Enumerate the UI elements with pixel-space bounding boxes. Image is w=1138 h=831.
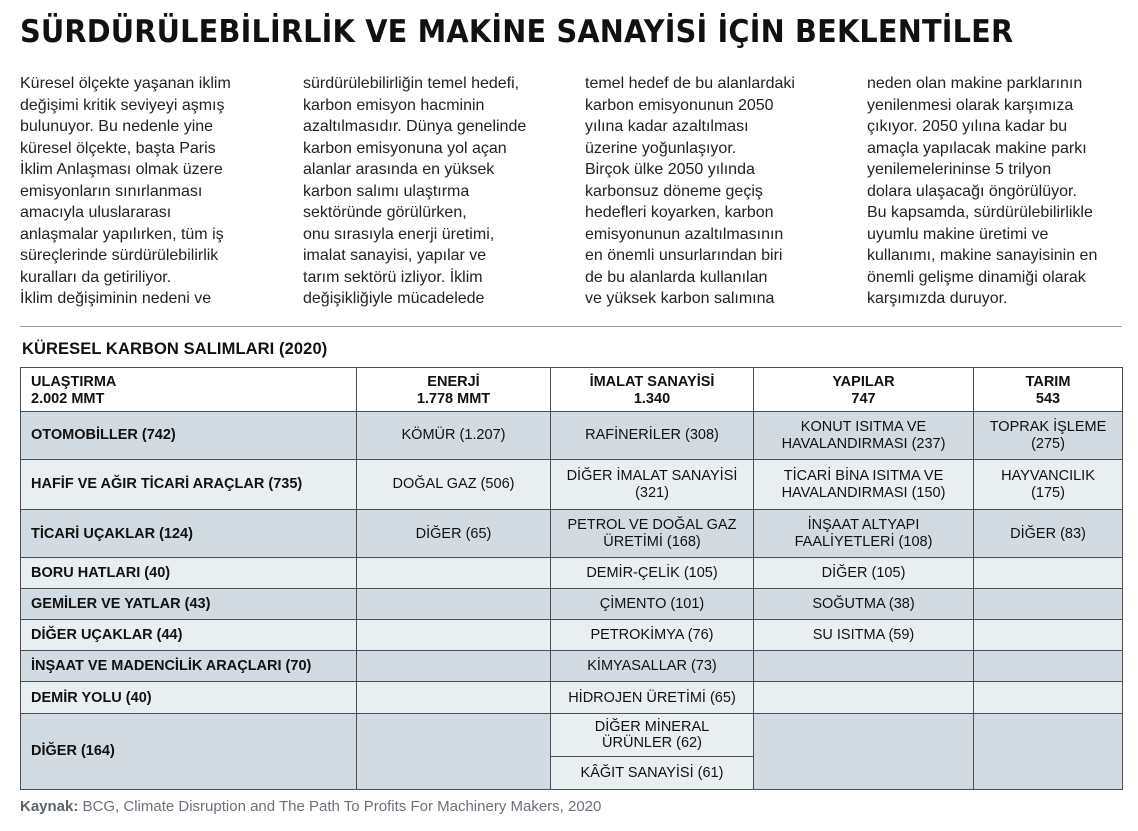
article-line: karbon emisyonunun 2050 xyxy=(585,96,774,114)
cell-agriculture: TOPRAK İŞLEME (275) xyxy=(974,412,1123,460)
emissions-table xyxy=(20,367,1123,790)
cell-agriculture xyxy=(974,682,1123,714)
table-row xyxy=(21,619,1123,650)
article-line: üzerine yoğunlaşıyor. xyxy=(585,139,737,157)
article-line: kullanımı, makine sanayisinin en xyxy=(867,247,1098,264)
header-energy xyxy=(357,368,551,412)
article-line: hedefleri koyarken, karbon xyxy=(585,204,774,221)
article-line: Birçok ülke 2050 yılında xyxy=(585,161,755,178)
table-row xyxy=(21,682,1123,714)
cell-agriculture: HAYVANCILIK (175) xyxy=(974,460,1123,510)
article-line: yılına kadar azaltılması xyxy=(585,118,749,135)
cell-energy xyxy=(357,714,551,790)
article-line: neden olan makine parklarının xyxy=(867,75,1083,92)
cell-transport: DEMİR YOLU (40) xyxy=(21,682,357,714)
header-value: 1.778 MMT xyxy=(416,390,491,407)
article-line: imalat sanayisi, yapılar ve xyxy=(303,247,487,264)
cell-transport: DİĞER (164) xyxy=(21,714,357,790)
table-header-row xyxy=(21,368,1123,412)
article-line: küresel ölçekte, başta Paris xyxy=(20,139,216,157)
article-line: sürdürülebilirliğin temel hedefi, xyxy=(303,75,520,92)
cell-energy: DOĞAL GAZ (506) xyxy=(357,460,551,510)
cell-agriculture xyxy=(974,619,1123,650)
cell-manufacturing: DEMİR-ÇELİK (105) xyxy=(551,558,754,589)
cell-manufacturing: PETROKİMYA (76) xyxy=(551,619,754,650)
cell-manufacturing: RAFİNERİLER (308) xyxy=(551,412,754,460)
cell-manufacturing: HİDROJEN ÜRETİMİ (65) xyxy=(551,682,754,714)
source-text: BCG, Climate Disruption and The Path To Profits For Machinery Makers, 2020 xyxy=(82,798,602,815)
cell-buildings xyxy=(754,682,974,714)
cell-transport: HAFİF VE AĞIR TİCARİ ARAÇLAR (735) xyxy=(21,460,357,510)
cell-buildings: TİCARİ BİNA ISITMA VE HAVALANDIRMASI (150) xyxy=(754,460,974,510)
section-divider xyxy=(20,326,1122,327)
article-line: Küresel ölçekte yaşanan iklim xyxy=(20,75,231,92)
article-line: azaltılmasıdır. Dünya genelinde xyxy=(303,118,527,135)
article-column-2 xyxy=(303,73,526,310)
cell-manufacturing: DİĞER MİNERAL ÜRÜNLER (62) xyxy=(551,714,754,757)
cell-manufacturing: KİMYASALLAR (73) xyxy=(551,650,754,682)
article-column-4 xyxy=(867,73,1097,310)
header-name: İMALAT SANAYİSİ xyxy=(589,374,715,390)
header-name: ULAŞTIRMA xyxy=(31,374,117,390)
cell-transport: İNŞAAT VE MADENCİLİK ARAÇLARI (70) xyxy=(21,650,357,682)
cell-energy xyxy=(357,558,551,589)
table-row xyxy=(21,650,1123,682)
header-value: 2.002 MMT xyxy=(31,390,105,407)
cell-manufacturing: DİĞER İMALAT SANAYİSİ (321) xyxy=(551,460,754,510)
article-line: karbonsuz döneme geçiş xyxy=(585,182,763,200)
header-value: 1.340 xyxy=(633,390,671,407)
header-value: 543 xyxy=(1035,390,1061,407)
article-line: amaçla yapılacak makine parkı xyxy=(867,139,1087,157)
cell-buildings xyxy=(754,650,974,682)
cell-buildings xyxy=(754,714,974,790)
article-line: değişikliğiyle mücadelede xyxy=(303,290,485,307)
article-line: emisyonların sınırlanması xyxy=(20,182,203,200)
article-line: bulunuyor. Bu nedenle yine xyxy=(20,118,214,135)
cell-energy xyxy=(357,650,551,682)
cell-buildings: KONUT ISITMA VE HAVALANDIRMASI (237) xyxy=(754,412,974,460)
cell-manufacturing: ÇİMENTO (101) xyxy=(551,589,754,620)
article-line: dolara ulaşacağı öngörülüyor. xyxy=(867,182,1077,200)
header-buildings xyxy=(754,368,974,412)
cell-agriculture xyxy=(974,714,1123,790)
article-column-3 xyxy=(585,73,795,310)
cell-agriculture xyxy=(974,650,1123,682)
article-line: de bu alanlarda kullanılan xyxy=(585,268,768,286)
article-line: karşımızda duruyor. xyxy=(867,290,1008,307)
table-row xyxy=(21,558,1123,589)
source-label: Kaynak: xyxy=(20,798,79,815)
cell-energy xyxy=(357,682,551,714)
header-name: ENERJİ xyxy=(427,374,480,390)
article-line: Bu kapsamda, sürdürülebilirlikle xyxy=(867,204,1093,221)
article-line: amacıyla uluslararası xyxy=(20,204,172,221)
article-line: alanlar arasında en yüksek xyxy=(303,161,495,178)
article-line: önemli gelişme dinamiği olarak xyxy=(867,268,1086,286)
cell-energy xyxy=(357,589,551,620)
article-line: karbon emisyonuna yol açan xyxy=(303,139,507,157)
table-row xyxy=(21,589,1123,620)
article-line: kuralları da getiriliyor. xyxy=(20,268,172,286)
header-name: TARIM xyxy=(1025,374,1071,390)
page-title: SÜRDÜRÜLEBİLİRLİK VE MAKİNE SANAYİSİ İÇİN BEKLENTİLER xyxy=(20,14,1014,50)
cell-buildings: SU ISITMA (59) xyxy=(754,619,974,650)
article-line: karbon salımı ulaştırma xyxy=(303,182,470,200)
article-column-1 xyxy=(20,73,231,310)
cell-manufacturing: PETROL VE DOĞAL GAZ ÜRETİMİ (168) xyxy=(551,510,754,558)
cell-manufacturing: KÂĞIT SANAYİSİ (61) xyxy=(551,757,754,790)
article-line: süreçlerinde sürdürülebilirlik xyxy=(20,247,219,264)
cell-energy: DİĞER (65) xyxy=(357,510,551,558)
header-transport xyxy=(21,368,357,412)
table-title: KÜRESEL KARBON SALIMLARI (2020) xyxy=(22,340,328,358)
cell-agriculture xyxy=(974,589,1123,620)
article-line: yenilenmesi olarak karşımıza xyxy=(867,96,1074,114)
cell-transport: OTOMOBİLLER (742) xyxy=(21,412,357,460)
header-agriculture xyxy=(974,368,1123,412)
source-note xyxy=(20,798,601,815)
article-line: karbon emisyon hacminin xyxy=(303,96,485,114)
cell-transport: DİĞER UÇAKLAR (44) xyxy=(21,619,357,650)
cell-buildings: İNŞAAT ALTYAPI FAALİYETLERİ (108) xyxy=(754,510,974,558)
article-line: ve yüksek karbon salımına xyxy=(585,290,775,307)
cell-agriculture xyxy=(974,558,1123,589)
cell-energy xyxy=(357,619,551,650)
table-row xyxy=(21,714,1123,757)
article-line: yenilemelerininse 5 trilyon xyxy=(867,161,1052,178)
article-line: temel hedef de bu alanlardaki xyxy=(585,75,795,92)
cell-transport: BORU HATLARI (40) xyxy=(21,558,357,589)
article-line: çıkıyor. 2050 yılına kadar bu xyxy=(867,118,1068,135)
cell-buildings: SOĞUTMA (38) xyxy=(754,589,974,620)
article-line: en önemli unsurlarından biri xyxy=(585,247,783,264)
cell-transport: GEMİLER VE YATLAR (43) xyxy=(21,589,357,620)
article-body xyxy=(20,73,1122,311)
article-line: tarım sektörü izliyor. İklim xyxy=(303,268,483,286)
article-line: anlaşmalar yapılırken, tüm iş xyxy=(20,225,224,243)
article-line: değişimi kritik seviyeyi aşmış xyxy=(20,96,225,114)
article-line: İklim Anlaşması olmak üzere xyxy=(20,161,223,178)
cell-agriculture: DİĞER (83) xyxy=(974,510,1123,558)
header-manufacturing xyxy=(551,368,754,412)
header-value: 747 xyxy=(851,390,876,407)
article-line: emisyonunun azaltılmasının xyxy=(585,225,784,243)
table-row xyxy=(21,510,1123,558)
article-line: onu sırasıyla enerji üretimi, xyxy=(303,225,495,243)
article-line: uyumlu makine üretimi ve xyxy=(867,225,1049,243)
article-line: İklim değişiminin nedeni ve xyxy=(20,290,212,307)
cell-transport: TİCARİ UÇAKLAR (124) xyxy=(21,510,357,558)
table-row xyxy=(21,412,1123,460)
cell-buildings: DİĞER (105) xyxy=(754,558,974,589)
table-row xyxy=(21,460,1123,510)
header-name: YAPILAR xyxy=(832,374,895,390)
article-line: sektöründe görülürken, xyxy=(303,204,467,221)
cell-energy: KÖMÜR (1.207) xyxy=(357,412,551,460)
